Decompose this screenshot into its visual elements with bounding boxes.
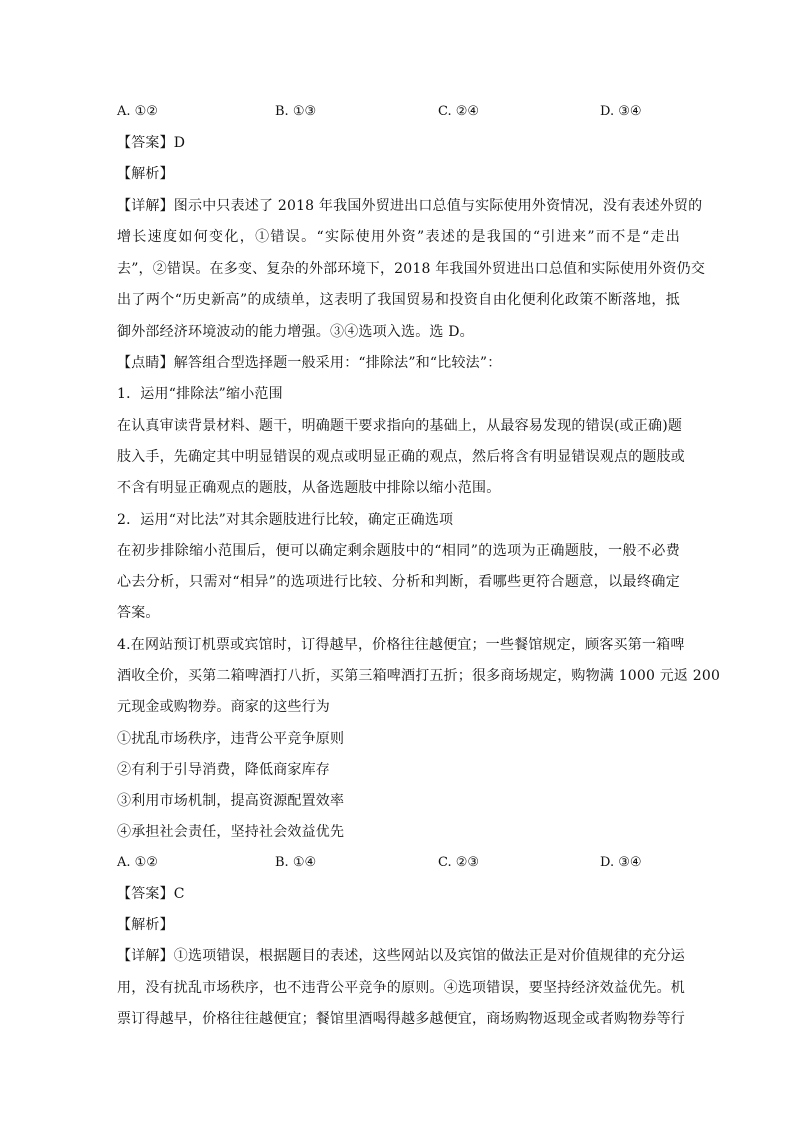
q3-tips-line: 心去分析，只需对“相异”的选项进行比较、分析和判断，看哪些更符合题意，以最终确定 [117, 574, 680, 590]
q3-tips-line: 肢入手，先确定其中明显错误的观点或明显正确的观点，然后将含有明显错误观点的题肢或 [117, 449, 685, 465]
q4-detail-line: 【详解】①选项错误，根据题目的表述，这些网站以及宾馆的做法正是对价值规律的充分运 [117, 948, 685, 964]
q3-analysis-heading: 【解析】 [117, 166, 174, 182]
q4-item: ④承担社会责任，坚持社会效益优先 [117, 824, 345, 840]
q4-option-d: D. ③④ [600, 855, 642, 870]
q3-answer: 【答案】D [117, 135, 186, 151]
q4-answer: 【答案】C [117, 886, 185, 902]
q4-analysis-heading: 【解析】 [117, 917, 174, 933]
q3-tips-line: 在初步排除缩小范围后，便可以确定剩余题肢中的“相同”的选项为正确题肢，一般不必费 [117, 543, 680, 559]
q4-detail-line: 用，没有扰乱市场秩序，也不违背公平竞争的原则。④选项错误，要坚持经济效益优先。机 [117, 980, 685, 996]
q3-option-d: D. ③④ [600, 104, 642, 119]
q3-detail-line: 御外部经济环境波动的能力增强。③④选项入选。选 D。 [117, 324, 474, 340]
q3-option-b: B. ①③ [275, 104, 317, 119]
q3-option-c: C. ②④ [438, 104, 480, 119]
q3-detail-line: 【详解】图示中只表述了 2018 年我国外贸进出口总值与实际使用外资情况，没有表述外贸的 [117, 198, 703, 214]
q4-item: ②有利于引导消费，降低商家库存 [117, 762, 330, 778]
q3-detail-line: 出了两个“历史新高”的成绩单，这表明了我国贸易和投资自由化便利化政策不断落地，抵 [117, 292, 680, 308]
q3-tips-line: 1．运用“排除法”缩小范围 [117, 386, 283, 402]
q3-tips-line: 不含有明显正确观点的题肢，从备选题肢中排除以缩小范围。 [117, 480, 501, 496]
q3-option-a: A. ①② [117, 104, 158, 119]
q3-detail-line: 去”，②错误。在多变、复杂的外部环境下，2018 年我国外贸进出口总值和实际使用外资仍交 [117, 261, 706, 277]
q3-detail-line: 增长速度如何变化，①错误。“实际使用外资”表述的是我国的“引进来”而不是“走出 [117, 229, 680, 245]
q3-tips-heading: 【点睛】解答组合型选择题一般采用：“排除法”和“比较法”： [117, 355, 502, 371]
q4-stem-line: 元现金或购物券。商家的这些行为 [117, 699, 330, 715]
q4-option-c: C. ②③ [438, 855, 480, 870]
q4-option-a: A. ①② [117, 855, 158, 870]
q4-option-b: B. ①④ [275, 855, 317, 870]
q4-item: ①扰乱市场秩序，违背公平竞争原则 [117, 731, 345, 747]
q4-detail-line: 票订得越早，价格往往越便宜；餐馆里酒喝得越多越便宜，商场购物返现金或者购物券等行 [117, 1011, 685, 1027]
q4-item: ③利用市场机制，提高资源配置效率 [117, 793, 345, 809]
q3-tips-line: 答案。 [117, 605, 160, 621]
q4-stem-line: 酒收全价，买第二箱啤酒打八折，买第三箱啤酒打五折；很多商场规定，购物满 1000 元返 200 [117, 668, 721, 684]
q3-tips-line: 2．运用“对比法”对其余题肢进行比较，确定正确选项 [117, 512, 454, 528]
q3-tips-line: 在认真审读背景材料、题干，明确题干要求指向的基础上，从最容易发现的错误(或正确)题 [117, 418, 683, 434]
q4-stem-line: 4.在网站预订机票或宾馆时，订得越早，价格往往越便宜；一些餐馆规定，顾客买第一箱啤 [117, 637, 685, 653]
